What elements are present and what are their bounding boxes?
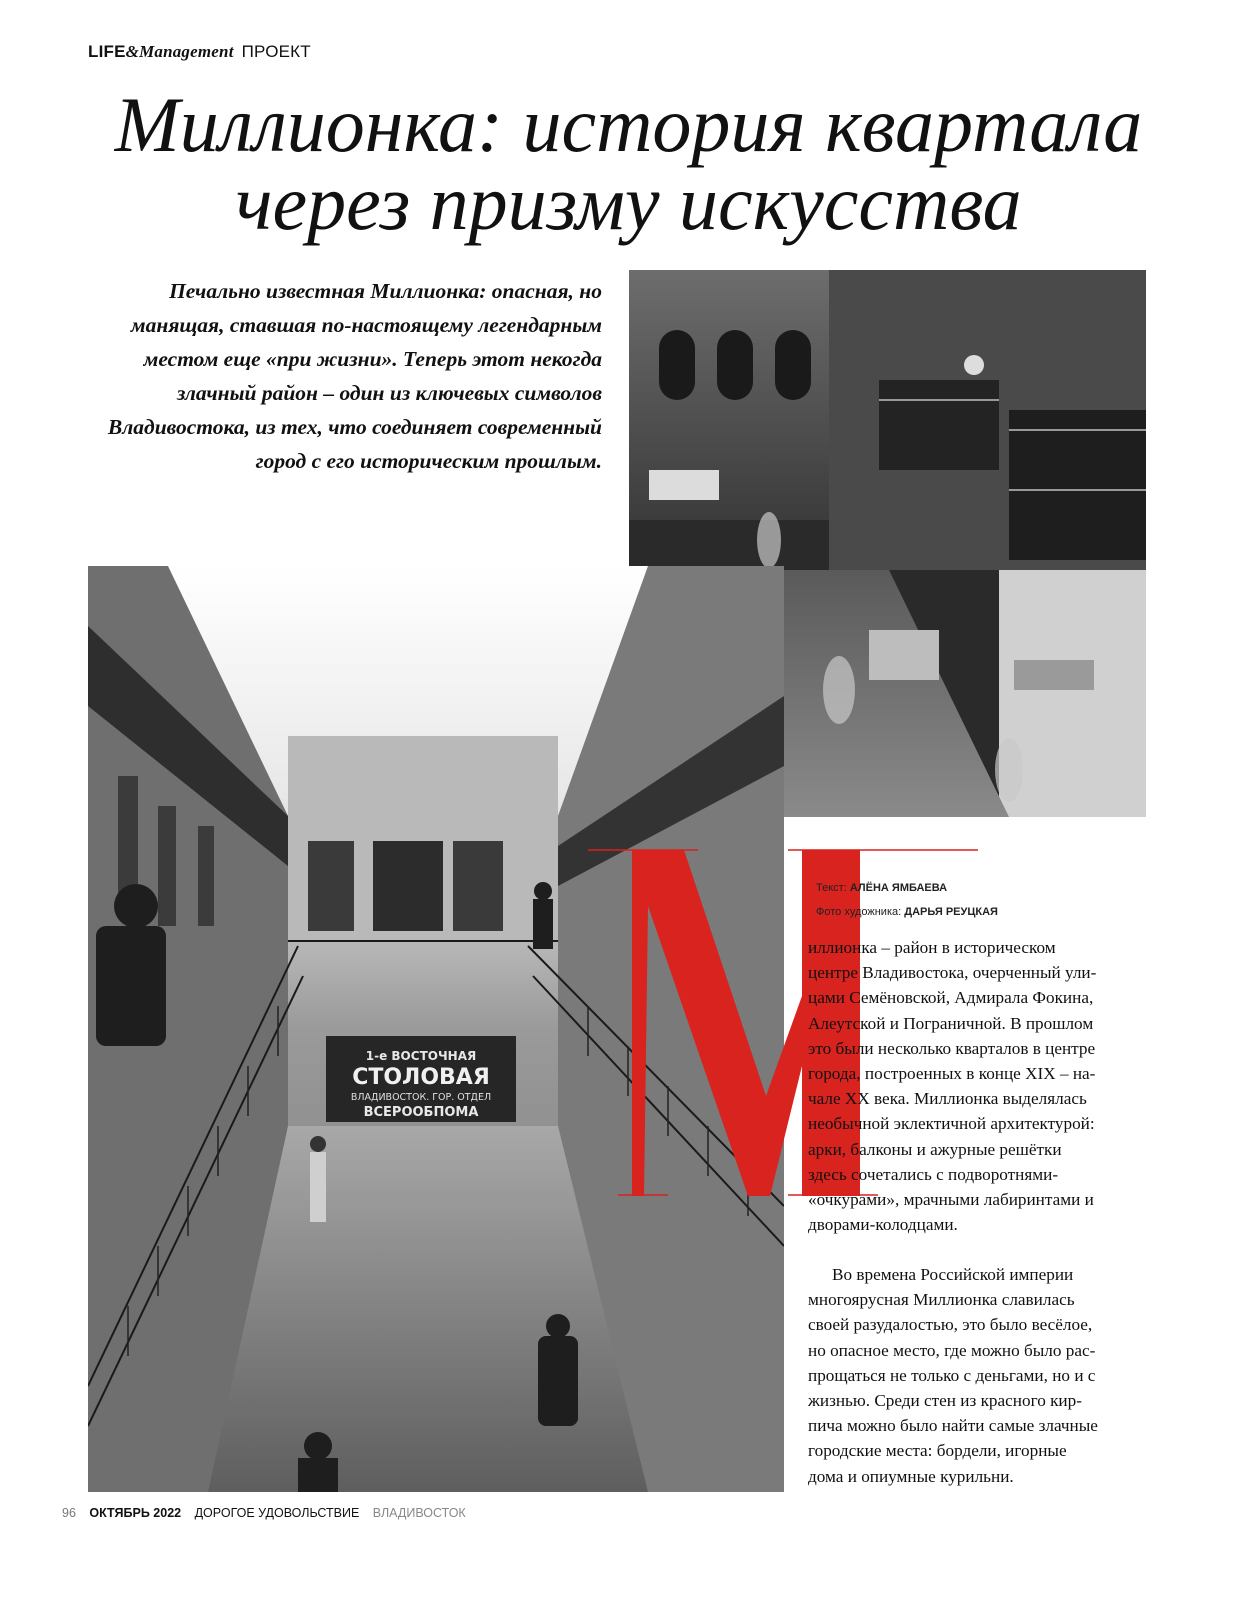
paragraph-line: арки, балконы и ажурные решётки: [808, 1139, 1062, 1159]
magazine-name: ДОРОГОЕ УДОВОЛЬСТВИЕ: [194, 1506, 360, 1520]
paragraph-line: многоярусная Миллионка славилась: [808, 1290, 1075, 1310]
paragraph-line: городские места: бордели, игорные: [808, 1441, 1067, 1461]
section-header: [88, 42, 311, 62]
article-title: [60, 81, 1197, 246]
paragraph-line: иллионка – район в историческом: [808, 938, 1056, 957]
credit-photo: [816, 906, 998, 918]
paragraph-line: «очкурами», мрачными лабиринтами и: [808, 1190, 1094, 1210]
sign-line-3: ВЛАДИВОСТОК. ГОР. ОТДЕЛ: [350, 1092, 492, 1103]
header-brand-life: LIFE: [88, 42, 126, 61]
paragraph-line: цами Семёновской, Адмирала Фокина,: [808, 988, 1094, 1008]
page-number: 96: [62, 1506, 76, 1520]
paragraph-line: жизнью. Среди стен из красного кир-: [808, 1391, 1082, 1411]
sign-line-2: СТОЛОВАЯ: [352, 1065, 490, 1090]
header-brand-management: &Management: [125, 42, 234, 61]
credit-text: [816, 882, 947, 894]
paragraph-line: центре Владивостока, очерченный ули-: [808, 963, 1097, 983]
body-paragraph-1: [808, 935, 1148, 1237]
paragraph-line: своей разудалостью, это было весёлое,: [808, 1315, 1093, 1335]
header-section: ПРОЕКТ: [241, 42, 311, 61]
credit-text-label: Текст:: [816, 882, 847, 894]
credit-photo-label: Фото художника:: [816, 906, 902, 918]
paragraph-line: прощаться не только с деньгами, но и с: [808, 1365, 1096, 1385]
paragraph-line: здесь сочетались с подворотнями-: [808, 1164, 1059, 1184]
paragraph-line: но опасное место, где можно было рас-: [808, 1340, 1096, 1360]
page-footer: [62, 1506, 466, 1520]
paragraph-line: чале XX века. Миллионка выделялась: [808, 1089, 1087, 1109]
sign-line-4: ВСЕРООБПОМА: [363, 1105, 479, 1120]
credit-text-author: АЛЁНА ЯМБАЕВА: [849, 882, 948, 894]
city-name: ВЛАДИВОСТОК: [372, 1506, 466, 1520]
paragraph-line: это были несколько кварталов в центре: [808, 1038, 1096, 1058]
paragraph-line: города, построенных в конце XIX – на-: [808, 1064, 1096, 1084]
paragraph-line: Во времена Российской империи: [832, 1265, 1074, 1284]
paragraph-line: дома и опиумные курильни.: [808, 1466, 1014, 1486]
paragraph-line: дворами-колодцами.: [808, 1215, 958, 1235]
sign-line-1: 1-е ВОСТОЧНАЯ: [365, 1049, 477, 1063]
paragraph-line: необычной эклектичной архитектурой:: [808, 1114, 1095, 1134]
title-line-1: Миллионка: история квартала: [114, 81, 1143, 168]
paragraph-line: пича можно было найти самые злачные: [808, 1416, 1098, 1436]
body-paragraph-2: [808, 1262, 1148, 1489]
title-line-2: через призму искусства: [235, 159, 1022, 246]
issue-date: ОКТЯБРЬ 2022: [89, 1506, 182, 1520]
article-lead: Печально известная Миллионка: опасная, но манящая, ставшая по-настоящему легендарным местом еще «при жизни». Теперь этот некогда злачный район – один из ключевых символов Владивостока, из тех, что соединяет современный город с его историческим прошлым.: [107, 279, 602, 473]
credit-photo-author: ДАРЬЯ РЕУЦКАЯ: [904, 906, 998, 918]
paragraph-line: Алеутской и Пограничной. В прошлом: [808, 1013, 1094, 1033]
